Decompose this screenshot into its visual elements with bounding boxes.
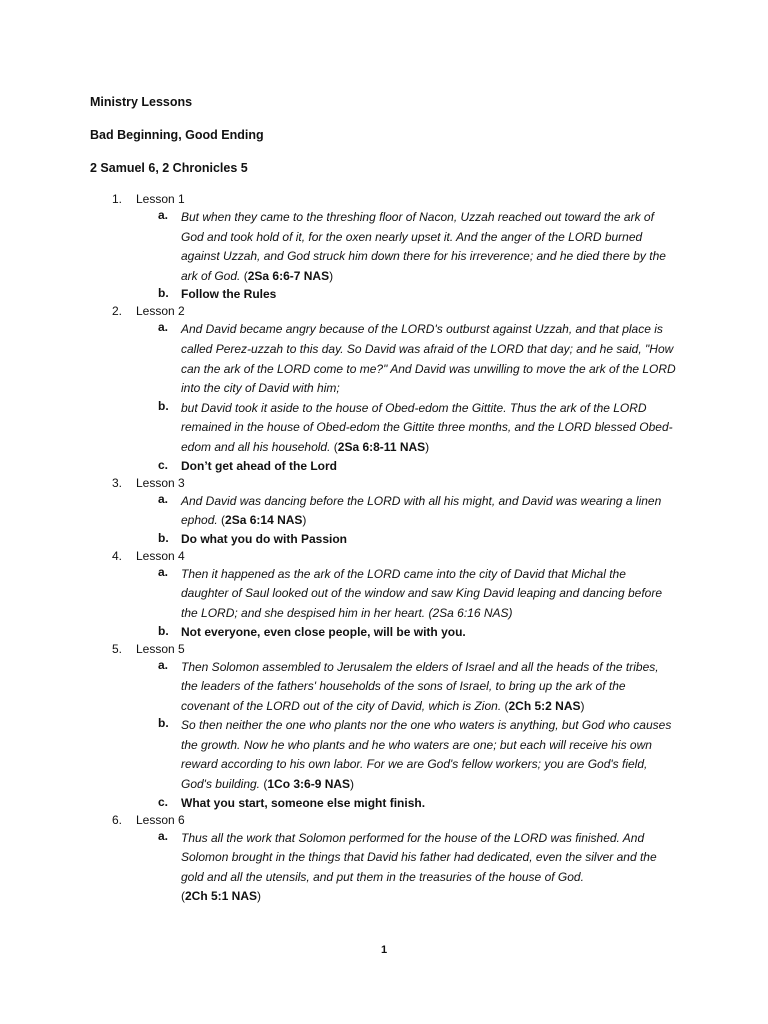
sub-item-letter: b.	[158, 716, 169, 731]
lesson-label: Lesson 5	[136, 641, 185, 656]
lesson-heading	[0, 475, 768, 492]
verse-reference	[244, 269, 333, 283]
sub-item	[0, 658, 768, 717]
lesson-heading	[0, 641, 768, 658]
ref-code: 2Sa 6:6-7 NAS	[247, 268, 330, 283]
scripture-quote	[181, 658, 676, 717]
sub-item-letter: a.	[158, 828, 169, 843]
sub-item	[0, 829, 768, 907]
lesson-item	[0, 303, 768, 474]
ref-open-paren: (	[221, 513, 226, 528]
ref-code: 2Sa 6:14 NAS	[225, 513, 303, 528]
sub-item	[0, 320, 768, 398]
scripture-quote	[181, 492, 676, 531]
lesson-heading	[0, 812, 768, 829]
lesson-sublist	[0, 829, 768, 907]
document-title: Ministry Lessons	[90, 95, 193, 109]
lesson-heading	[0, 303, 768, 320]
ref-open-paren: (	[263, 777, 268, 792]
quote-text: Thus all the work that Solomon performed for the house of the LORD was finished. And Solomon brought in the things that David his father had dedicated, even the silver and the gold and all the utensils, and put them in the treasuries of the house of God.	[181, 830, 657, 884]
sub-item	[0, 716, 768, 794]
sub-item-letter: a.	[158, 657, 169, 672]
lesson-item	[0, 475, 768, 548]
lesson-sublist	[0, 208, 768, 303]
sub-item	[0, 399, 768, 458]
ref-open-paren: (	[504, 698, 509, 713]
lesson-item	[0, 641, 768, 812]
lesson-heading	[0, 191, 768, 208]
scripture-quote	[181, 829, 676, 907]
ref-close-paren: )	[350, 777, 355, 792]
sub-item-letter: b.	[158, 623, 169, 638]
lesson-item	[0, 191, 768, 303]
lesson-number: 6.	[112, 812, 123, 827]
lesson-sublist	[0, 658, 768, 812]
lesson-sublist	[0, 492, 768, 548]
lesson-takeaway: What you start, someone else might finish.	[181, 795, 426, 810]
lesson-label: Lesson 2	[136, 304, 185, 319]
lesson-sublist	[0, 565, 768, 641]
sub-item	[0, 492, 768, 531]
sub-item	[0, 795, 768, 812]
lesson-takeaway: Don’t get ahead of the Lord	[181, 458, 337, 473]
lesson-number: 2.	[112, 304, 123, 319]
quote-text: So then neither the one who plants nor the one who waters is anything, but God who causes the growth. Now he who plants and he who waters are one; but each will receive his own reward according to his own labor. For we are God's fellow workers; you are God's field, God's building.	[181, 718, 672, 792]
page-number: 1	[380, 944, 388, 956]
lesson-label: Lesson 1	[136, 192, 185, 206]
sub-item	[0, 565, 768, 624]
ref-code: 2Ch 5:2 NAS	[508, 698, 581, 713]
lesson-number: 1.	[112, 192, 123, 206]
sub-item	[0, 458, 768, 475]
sub-item-letter: a.	[158, 320, 169, 335]
sub-item-letter: b.	[158, 530, 169, 545]
ref-code: 2Sa 6:8-11 NAS	[337, 439, 426, 454]
verse-reference	[505, 699, 585, 713]
scripture-reference: 2 Samuel 6, 2 Chronicles 5	[90, 161, 248, 175]
lesson-takeaway: Do what you do with Passion	[181, 531, 348, 546]
quote-text: but David took it aside to the house of Obed-edom the Gittite. Thus the ark of the LORD remained in the house of Obed-edom the Gittite three months, and the LORD blessed Obed-edom and all his household.	[181, 400, 673, 454]
lesson-list	[0, 191, 768, 907]
ref-open-paren: (	[243, 268, 248, 283]
ref-close-paren: )	[580, 698, 585, 713]
lesson-number: 5.	[112, 641, 123, 656]
verse-reference	[181, 889, 261, 903]
lesson-sublist	[0, 320, 768, 474]
scripture-quote	[181, 565, 676, 624]
sub-item	[0, 286, 768, 303]
verse-reference	[221, 513, 306, 527]
verse-reference	[334, 440, 429, 454]
ref-close-paren: )	[425, 439, 430, 454]
quote-text: And David became angry because of the LORD's outburst against Uzzah, and that place is called Perez-uzzah to this day. So David was afraid of the LORD that day; and he said, "How can the ark of the LORD come to me?" And David was unwilling to move the ark of the LORD into the city of David with him;	[181, 322, 676, 396]
sub-item-letter: a.	[158, 564, 169, 579]
sub-item-letter: b.	[158, 286, 169, 301]
lesson-item	[0, 812, 768, 907]
ref-close-paren: )	[329, 268, 334, 283]
sub-item-letter: a.	[158, 491, 169, 506]
lesson-takeaway: Not everyone, even close people, will be with you.	[181, 624, 466, 639]
quote-text: Then it happened as the ark of the LORD came into the city of David that Michal the daughter of Saul looked out of the window and saw King David leaping and dancing before the LORD; and she despised him in her heart. (2Sa 6:16 NAS)	[181, 566, 663, 620]
scripture-quote	[181, 716, 676, 794]
lesson-label: Lesson 4	[136, 548, 185, 563]
scripture-quote	[181, 320, 676, 398]
sub-item-letter: c.	[158, 457, 169, 472]
sub-item-letter: a.	[158, 208, 169, 222]
quote-text: Then Solomon assembled to Jerusalem the elders of Israel and all the heads of the tribes, the leaders of the fathers' households of the sons of Israel, to bring up the ark of the covenant of the LORD out of the city of David, which is Zion.	[181, 659, 659, 713]
ref-open-paren: (	[181, 889, 185, 904]
ref-close-paren: )	[257, 889, 262, 904]
ref-close-paren: )	[302, 513, 307, 528]
sub-item	[0, 531, 768, 548]
lesson-label: Lesson 3	[136, 475, 185, 490]
sub-item	[0, 208, 768, 286]
lesson-number: 4.	[112, 548, 123, 563]
scripture-quote	[181, 208, 676, 286]
ref-code: 2Ch 5:1 NAS	[185, 889, 258, 904]
lesson-number: 3.	[112, 475, 123, 490]
sub-item-letter: b.	[158, 398, 169, 413]
lesson-item	[0, 548, 768, 641]
document-subtitle: Bad Beginning, Good Ending	[90, 128, 264, 142]
ref-code: 1Co 3:6-9 NAS	[267, 777, 351, 792]
lesson-takeaway: Follow the Rules	[181, 287, 277, 302]
verse-reference	[263, 777, 354, 791]
lesson-heading	[0, 548, 768, 565]
scripture-quote	[181, 399, 676, 458]
ref-open-paren: (	[333, 439, 338, 454]
quote-text: And David was dancing before the LORD with all his might, and David was wearing a linen ephod.	[181, 493, 662, 528]
lesson-label: Lesson 6	[136, 812, 185, 827]
quote-text: But when they came to the threshing floor of Nacon, Uzzah reached out toward the ark of God and took hold of it, for the oxen nearly upset it. And the anger of the LORD burned against Uzzah, and God struck him down there for his irreverence; and he died there by the ark of God.	[181, 210, 666, 283]
sub-item-letter: c.	[158, 794, 169, 809]
sub-item	[0, 624, 768, 641]
